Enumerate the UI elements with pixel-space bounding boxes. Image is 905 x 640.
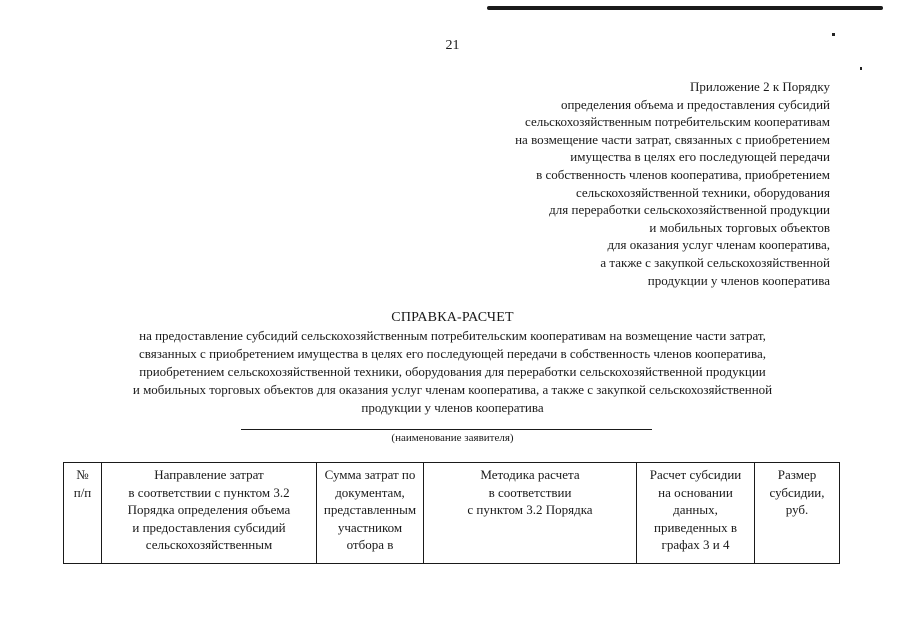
scan-edge-mark — [487, 6, 883, 10]
header-line: руб. — [785, 502, 809, 517]
header-line: Сумма затрат по — [324, 467, 416, 482]
header-line: Методика расчета — [480, 467, 580, 482]
header-cell-subsidy-calc — [637, 463, 755, 564]
appendix-line: имущества в целях его последующей передачи — [570, 149, 830, 165]
header-line: с пунктом 3.2 Порядка — [467, 502, 593, 517]
table-header-row — [64, 463, 840, 564]
appendix-line: а также с закупкой сельскохозяйственной — [600, 254, 830, 270]
header-line: Размер — [777, 467, 817, 482]
scan-speck — [832, 33, 835, 36]
header-cell-subsidy-amount — [755, 463, 840, 564]
document-title: СПРАВКА-РАСЧЕТ — [391, 310, 514, 325]
appendix-line: сельскохозяйственным потребительским кооперативам — [525, 114, 830, 130]
header-line: участником — [337, 519, 403, 535]
scan-speck — [860, 67, 862, 70]
header-cell-cost-direction — [102, 463, 317, 564]
header-line: на основании — [658, 484, 733, 500]
header-line: субсидии, — [769, 484, 825, 500]
header-line: представленным — [323, 502, 417, 517]
header-line: документам, — [335, 484, 405, 500]
header-cell-method — [424, 463, 637, 564]
subtitle-line: на предоставление субсидий сельскохозяйственным потребительским кооперативам на возмещение части затрат, — [139, 328, 766, 343]
header-line: Порядка определения объема — [127, 502, 291, 517]
appendix-line: сельскохозяйственной техники, оборудования — [575, 184, 830, 200]
header-line: в соответствии — [488, 484, 572, 500]
header-line: п/п — [73, 484, 92, 500]
subtitle-line: и мобильных торговых объектов для оказания услуг членам кооператива, а также с закупкой сельскохозяйственной — [132, 382, 773, 397]
appendix-line: на возмещение части затрат, связанных с приобретением — [515, 131, 830, 147]
calculation-table — [63, 462, 840, 564]
header-line: № — [76, 467, 89, 482]
header-line: графах 3 и 4 — [661, 537, 730, 552]
appendix-line: в собственность членов кооператива, приобретением — [536, 166, 830, 182]
appendix-line: определения объема и предоставления субсидий — [560, 96, 830, 112]
subtitle-line: связанных с приобретением имущества в целях его последующей передачи в собственность членов кооператива, — [139, 346, 766, 361]
appendix-line: для переработки сельскохозяйственной продукции — [549, 202, 830, 218]
applicant-caption: (наименование заявителя) — [391, 432, 514, 444]
header-line: приведенных в — [654, 519, 737, 535]
page-number: 21 — [445, 38, 460, 53]
appendix-line: продукции у членов кооператива — [647, 272, 830, 288]
header-line: данных, — [673, 502, 718, 517]
applicant-name-field[interactable] — [241, 429, 652, 430]
appendix-line: Приложение 2 к Порядку — [690, 79, 830, 94]
document-subtitle — [0, 327, 905, 417]
header-line: Направление затрат — [154, 467, 264, 482]
header-line: сельскохозяйственным — [145, 537, 273, 552]
header-line: Расчет субсидии — [649, 467, 742, 482]
header-line: и предоставления субсидий — [132, 519, 286, 535]
header-cell-number — [64, 463, 102, 564]
header-line: в соответствии с пунктом 3.2 — [128, 484, 290, 500]
appendix-line: и мобильных торговых объектов — [649, 219, 830, 235]
header-line: отбора в — [346, 537, 394, 552]
subtitle-line: продукции у членов кооператива — [361, 400, 544, 415]
subtitle-line: приобретением сельскохозяйственной техники, оборудования для переработки сельскохозяйственной продукции — [139, 364, 766, 379]
appendix-reference — [515, 78, 830, 289]
appendix-line: для оказания услуг членам кооператива, — [607, 237, 830, 253]
header-cell-cost-sum — [317, 463, 424, 564]
